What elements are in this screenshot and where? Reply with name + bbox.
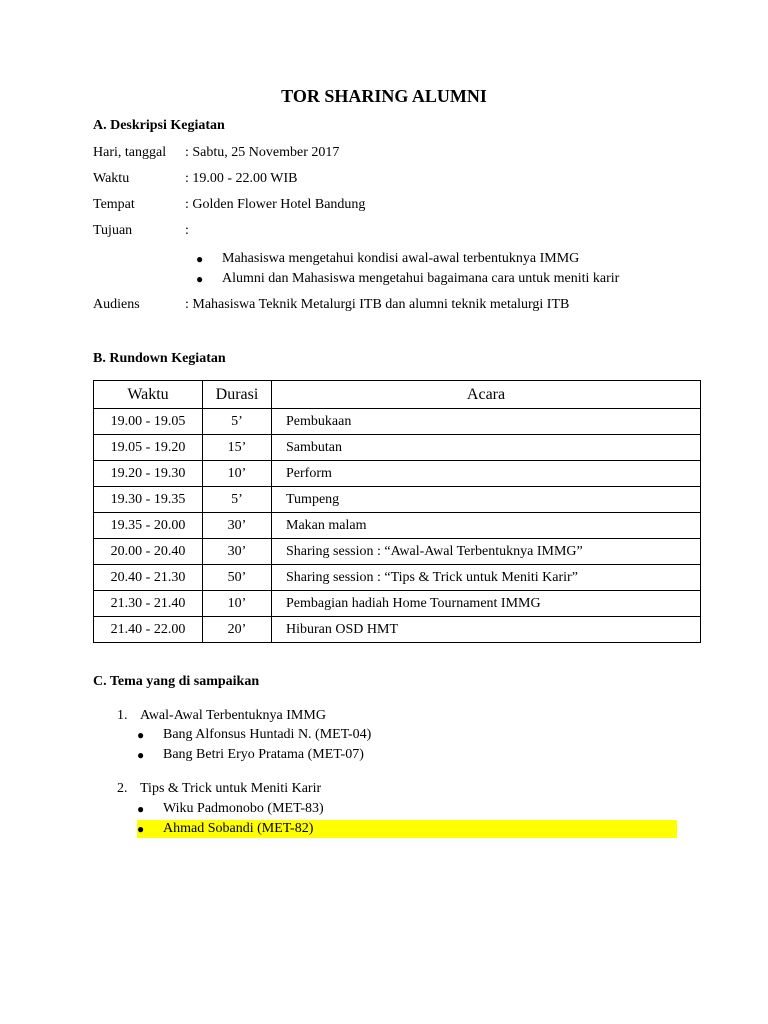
table-row: 20.00 - 20.40 30’ Sharing session : “Awal-Awal Terbentuknya IMMG” [94,539,701,565]
rundown-table [93,380,701,643]
table-row: 21.30 - 21.40 10’ Pembagian hadiah Home Tournament IMMG [94,591,701,617]
table-row: 19.00 - 19.05 5’ Pembukaan [94,409,701,435]
column-header-time: Waktu [94,381,203,409]
section-b-heading: B. Rundown Kegiatan [93,351,226,366]
bullet-icon: ● [137,728,145,742]
info-value: : Golden Flower Hotel Bandung [185,197,366,212]
info-value: : 19.00 - 22.00 WIB [185,171,298,186]
theme-title: Tips & Trick untuk Meniti Karir [140,781,322,796]
theme-number: 2. [117,781,128,796]
bullet-icon: ● [196,272,204,286]
bullet-icon: ● [137,822,145,836]
column-header-duration: Durasi [203,381,272,409]
table-row: 19.35 - 20.00 30’ Makan malam [94,513,701,539]
info-label: Tujuan [93,223,133,238]
table-row: 21.40 - 22.00 20’ Hiburan OSD HMT [94,617,701,643]
table-header-row [94,381,701,409]
info-value: : [185,223,189,238]
bullet-icon: ● [137,748,145,762]
document-title: TOR SHARING ALUMNI [281,86,487,106]
info-label: Hari, tanggal [93,145,167,160]
info-value: : Mahasiswa Teknik Metalurgi ITB dan alumni teknik metalurgi ITB [185,297,570,312]
info-value: : Sabtu, 25 November 2017 [185,145,340,160]
section-a-heading: A. Deskripsi Kegiatan [93,118,225,133]
column-header-event: Acara [272,381,701,409]
section-c-heading: C. Tema yang di sampaikan [93,674,260,689]
table-row: 19.30 - 19.35 5’ Tumpeng [94,487,701,513]
theme-title: Awal-Awal Terbentuknya IMMG [140,708,326,723]
table-row: 19.20 - 19.30 10’ Perform [94,461,701,487]
info-label: Audiens [93,297,140,312]
table-row: 19.05 - 19.20 15’ Sambutan [94,435,701,461]
info-label: Waktu [93,171,130,186]
bullet-icon: ● [137,802,145,816]
info-label: Tempat [93,197,135,212]
theme-number: 1. [117,708,128,723]
bullet-icon: ● [196,252,204,266]
table-row: 20.40 - 21.30 50’ Sharing session : “Tips & Trick untuk Meniti Karir” [94,565,701,591]
